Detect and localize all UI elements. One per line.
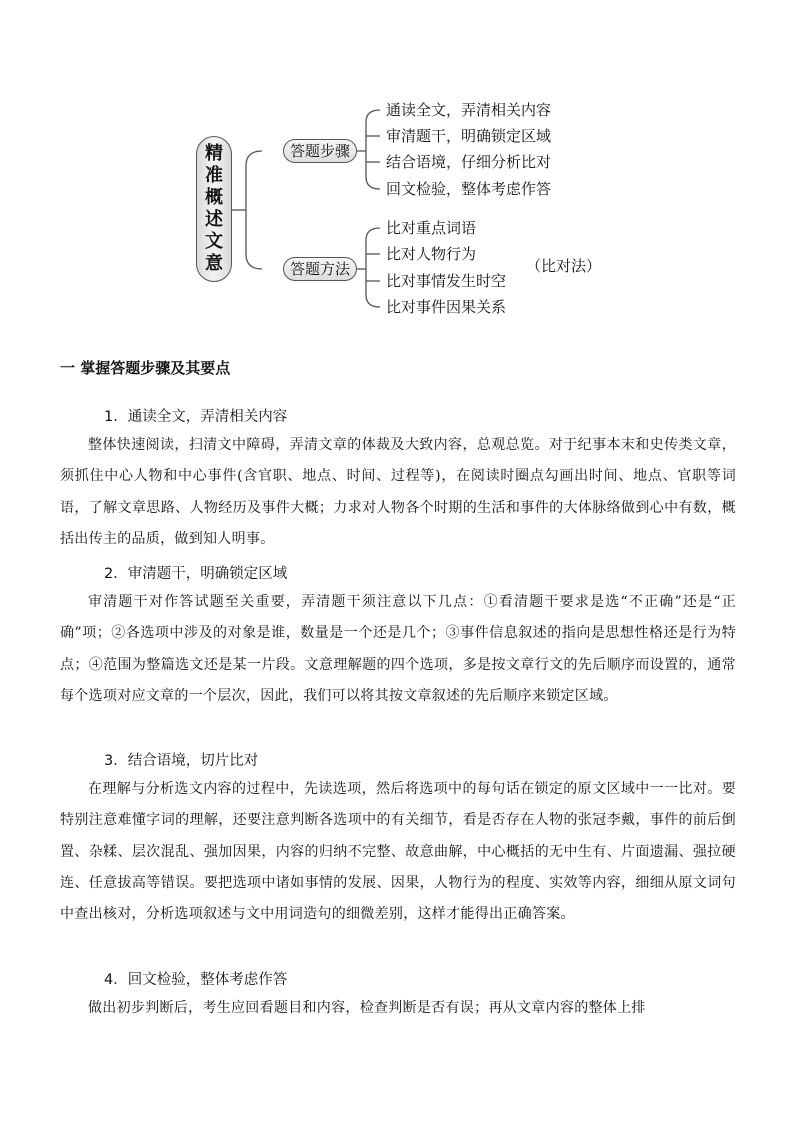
root-char: 文: [205, 231, 223, 252]
leaf-method: 比对重点词语: [386, 219, 477, 237]
section-title: 一 掌握答题步骤及其要点: [60, 359, 231, 377]
sub-heading: 2．审清题干，明确锁定区域: [104, 566, 288, 582]
paragraph: 做出初步判断后，考生应回看题目和内容，检查判断是否有误；再从文章内容的整体上排: [88, 1000, 646, 1016]
root-char: 意: [205, 253, 223, 274]
leaf-step: 结合语境，仔细分析比对: [386, 153, 552, 171]
sub-heading: 3．结合语境，切片比对: [104, 753, 259, 769]
root-char: 准: [205, 165, 223, 186]
leaf-method: 比对事情发生时空: [386, 272, 507, 290]
mind-map: [0, 0, 794, 330]
leaf-method: 比对事件因果关系: [386, 298, 507, 316]
connector-branch-2-fork: [366, 228, 380, 307]
sub-heading: 4．回文检验，整体考虑作答: [104, 972, 288, 988]
root-char: 精: [205, 143, 223, 164]
sub-heading: 1．通读全文，弄清相关内容: [104, 409, 288, 425]
mind-map-root: [196, 136, 232, 282]
leaf-method: 比对人物行为: [386, 245, 477, 263]
method-note: （比对法）: [526, 257, 602, 275]
branch-answer-steps: 答题步骤: [283, 139, 357, 163]
leaf-step: 审清题干，明确锁定区域: [386, 127, 552, 145]
paragraph: 审清题干对作答试题至关重要，弄清题干须注意以下几点：①看清题干要求是选“不正确”还是“正确”项；②各选项中涉及的对象是谁，数量是一个还是几个；③事件信息叙述的指向是思想性格还是行为特点；④范围为整篇选文还是某一片段。文意理解题的四个选项，多是按文章行文的先后顺序而设置的，通常每个选项对应文章的一个层次，因此，我们可以将其按文章叙述的先后顺序来锁定区域。: [60, 594, 736, 704]
connector-root-fork: [246, 151, 262, 269]
branch-answer-methods: 答题方法: [283, 257, 357, 281]
leaf-step: 回文检验，整体考虑作答: [386, 180, 552, 198]
root-char: 概: [205, 187, 223, 208]
root-char: 述: [205, 209, 223, 230]
paragraph: 整体快速阅读，扫清文中障碍，弄清文章的体裁及大致内容，总观总览。对于纪事本末和史传类文章，须抓住中心人物和中心事件(含官职、地点、时间、过程等)，在阅读时圈点勾画出时间、地点、官职等词语，了解文章思路、人物经历及事件大概；力求对人物各个时期的生活和事件的大体脉络做到心中有数，概括出传主的品质，做到知人明事。: [60, 437, 736, 547]
paragraph: 在理解与分析选文内容的过程中，先读选项，然后将选项中的每句话在锁定的原文区域中一一比对。要特别注意难懂字词的理解，还要注意判断各选项中的有关细节，看是否存在人物的张冠李戴，事件的前后倒置、杂糅、层次混乱、强加因果，内容的归纳不完整、故意曲解，中心概括的无中生有、片面遗漏、强拉硬连、任意拔高等错误。要把选项中诸如事情的发展、因果，人物行为的程度、实效等内容，细细从原文词句中查出核对，分析选项叙述与文中用词造句的细微差别，这样才能得出正确答案。: [60, 781, 736, 923]
leaf-step: 通读全文，弄清相关内容: [386, 101, 552, 119]
connector-branch-1-fork: [366, 110, 380, 189]
